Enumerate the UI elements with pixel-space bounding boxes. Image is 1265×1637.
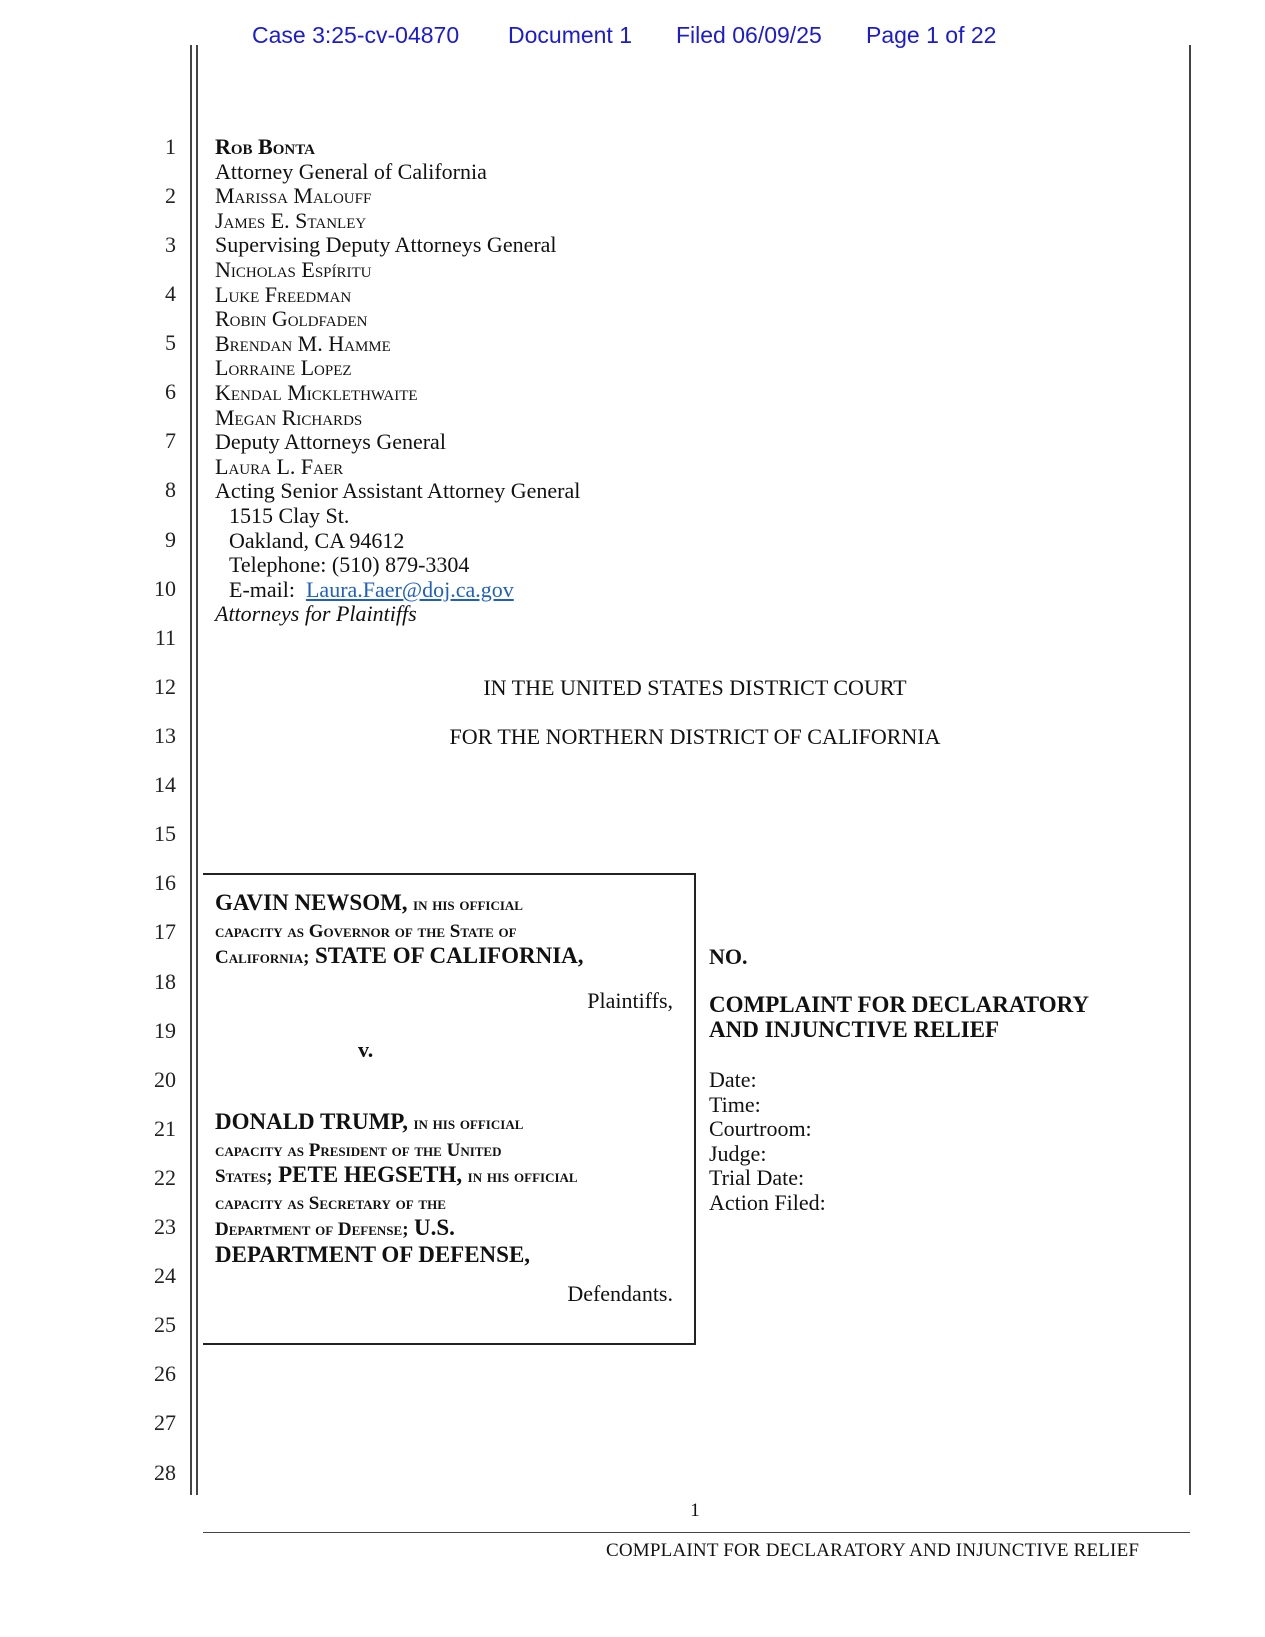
field-judge: Judge: [709,1140,767,1166]
email-line [215,578,580,603]
filed-date: Filed 06/09/25 [676,22,822,48]
plaintiff-capacity: California; [215,947,310,969]
line-number: 1 [165,134,176,159]
line-number: 15 [154,821,176,846]
field-action-filed: Action Filed: [709,1189,826,1215]
ag-name: Rob Bonta [215,134,315,159]
attorney-name: Megan Richards [215,404,363,430]
attorney-name: Luke Freedman [215,281,352,307]
plaintiff-name: GAVIN NEWSOM, [215,890,408,915]
field-courtroom: Courtroom: [709,1116,812,1142]
telephone: Telephone: (510) 879-3304 [229,552,470,578]
line-number: 9 [165,527,176,552]
defendant-capacity: capacity as Secretary of the [215,1192,446,1214]
plaintiffs-block [215,891,584,971]
line-number: 17 [154,919,176,944]
line-number: 19 [154,1018,176,1043]
defendants-block [215,1110,578,1268]
complaint-title-line: COMPLAINT FOR DECLARATORY [709,992,1089,1017]
field-date: Date: [709,1067,757,1092]
supervisor-title: Supervising Deputy Attorneys General [215,232,557,258]
court-name-line1: IN THE UNITED STATES DISTRICT COURT [483,675,907,700]
line-number: 16 [154,870,176,895]
address-city: Oakland, CA 94612 [229,527,405,553]
line-number: 6 [165,379,176,404]
plaintiff-capacity: in his official [413,894,523,915]
line-number: 11 [154,625,176,650]
defendant-capacity: capacity as President of the United [215,1139,502,1161]
field-time: Time: [709,1091,761,1117]
left-margin-rule-inner [196,45,198,1495]
line-number: 27 [154,1410,176,1435]
line-number: 22 [154,1165,176,1190]
defendant-name: DONALD TRUMP, [215,1109,408,1134]
hearing-fields [709,1068,826,1216]
ag-title: Attorney General of California [215,158,487,184]
senior-attorney-title: Acting Senior Assistant Attorney General [215,478,581,504]
attorney-name: Kendal Micklethwaite [215,379,418,405]
defendant-name: U.S. [414,1215,455,1241]
defendant-capacity: States; [215,1166,273,1188]
court-name-line2: FOR THE NORTHERN DISTRICT OF CALIFORNIA [449,724,941,749]
attorney-name: Brendan M. Hamme [215,330,391,356]
defendant-capacity: in his official [413,1113,524,1134]
attorney-name: Nicholas Espíritu [215,256,372,282]
left-margin-rule-outer [190,45,192,1495]
defendants-label: Defendants. [567,1281,673,1306]
line-number: 7 [165,428,176,453]
attorney-name: Robin Goldfaden [215,306,368,332]
line-number: 23 [154,1214,176,1239]
complaint-title-line: AND INJUNCTIVE RELIEF [709,1016,1000,1042]
defendant-name: PETE HEGSETH, [278,1162,463,1188]
attorneys-for: Attorneys for Plaintiffs [215,601,417,627]
document-number: Document 1 [508,22,633,48]
footer-title: COMPLAINT FOR DECLARATORY AND INJUNCTIVE RELIEF [606,1540,1140,1561]
line-number: 4 [165,281,176,306]
line-number: 20 [154,1067,176,1092]
address-street: 1515 Clay St. [229,502,350,528]
footer-rule [203,1532,1190,1533]
line-number: 24 [154,1263,176,1288]
attorney-name: Lorraine Lopez [215,355,352,381]
line-number: 13 [154,723,176,748]
line-number: 8 [165,477,176,502]
line-number: 14 [154,772,176,797]
counsel-block [215,135,580,627]
line-number: 2 [165,183,176,208]
plaintiff-capacity: capacity as Governor of the State of [215,920,517,942]
line-number: 5 [165,330,176,355]
right-margin-rule [1189,45,1191,1495]
versus: v. [358,1037,374,1062]
line-number: 25 [154,1312,176,1337]
email-label: E-mail: [229,576,295,602]
complaint-title [709,993,1089,1042]
line-number: 28 [154,1460,176,1485]
email-link[interactable]: Laura.Faer@doj.ca.gov [305,576,514,602]
line-number: 12 [154,674,176,699]
page-number: 1 [690,1500,700,1521]
defendant-capacity: in his official [467,1166,578,1188]
senior-attorney-name: Laura L. Faer [215,453,344,479]
defendant-capacity: Department of Defense; [215,1219,409,1241]
case-number: Case 3:25-cv-04870 [252,22,460,48]
plaintiff-name: STATE OF CALIFORNIA, [314,943,584,969]
case-number-label: NO. [709,944,748,969]
deputy-title: Deputy Attorneys General [215,429,446,455]
line-number: 3 [165,232,176,257]
defendant-name: DEPARTMENT OF DEFENSE, [215,1241,531,1267]
line-number: 10 [154,576,176,601]
plaintiffs-label: Plaintiffs, [587,988,673,1013]
line-number: 21 [154,1116,176,1141]
line-number: 18 [154,969,176,994]
field-trial-date: Trial Date: [709,1165,805,1191]
attorney-name: James E. Stanley [215,207,367,233]
page-indicator: Page 1 of 22 [866,22,997,48]
attorney-name: Marissa Malouff [215,183,372,209]
line-number: 26 [154,1361,176,1386]
